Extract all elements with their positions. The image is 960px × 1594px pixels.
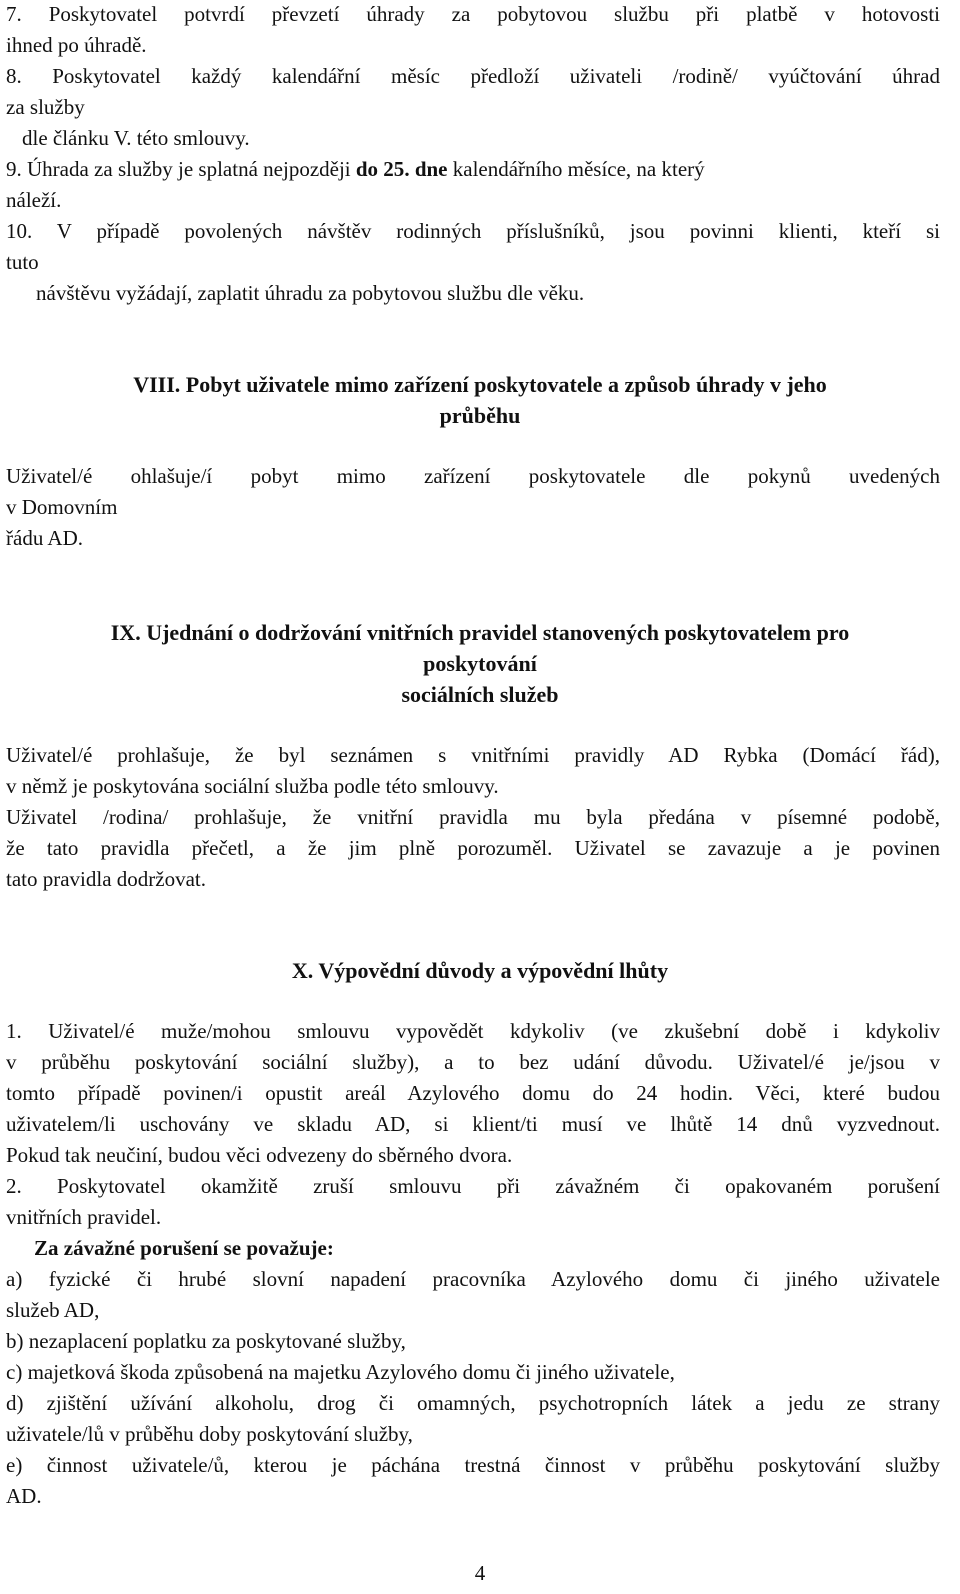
section-ix-text-2: v němž je poskytována sociální služba podle této smlouvy.	[6, 774, 499, 798]
item-7-line-2: ihned po úhradě.	[6, 33, 147, 57]
section-x-line-2: v průběhu poskytování sociální služby), a to bez udání důvodu. Uživatel/é je/jsou v	[6, 1050, 940, 1074]
section-ix-text-5: tato pravidla dodržovat.	[6, 867, 207, 891]
section-ix-text-3: Uživatel /rodina/ prohlašuje, že vnitřní pravidla mu byla předána v písemné podobě,	[6, 805, 940, 829]
item-9-bold-a: do 25	[355, 157, 405, 181]
section-x-line-1: 1. Uživatel/é muže/mohou smlouvu vypovědět kdykoliv (ve zkušební době i kdykoliv	[6, 1019, 940, 1043]
section-x-heading: X. Výpovědní důvody a výpovědní lhůty	[291, 958, 669, 983]
item-9-line-2: náleží.	[6, 188, 62, 212]
section-ix-text-4: že tato pravidla přečetl, a že jim plně porozuměl. Uživatel se zavazuje a je povinen	[6, 836, 940, 860]
section-x-item-a-2: služeb AD,	[6, 1298, 100, 1322]
section-x-line-5: Pokud tak neučiní, budou věci odvezeny do sběrného dvora.	[6, 1143, 513, 1167]
section-x-item-d-2: uživatele/lů v průběhu doby poskytování služby,	[6, 1422, 413, 1446]
page-number: 4	[474, 1561, 486, 1585]
section-viii-text-1: Uživatel/é ohlašuje/í pobyt mimo zařízení poskytovatele dle pokynů uvedených	[6, 464, 940, 488]
section-ix-heading-3: sociálních služeb	[401, 682, 559, 707]
section-x-item-c: c) majetková škoda způsobená na majetku Azylového domu či jiného uživatele,	[6, 1360, 675, 1384]
section-viii-heading-2: průběhu	[439, 403, 521, 428]
item-8-line-1: 8. Poskytovatel každý kalendářní měsíc předloží uživateli /rodině/ vyúčtování úhrad	[6, 64, 940, 88]
item-9-line-1	[6, 159, 705, 180]
section-ix-heading-1: IX. Ujednání o dodržování vnitřních pravidel stanovených poskytovatelem pro	[110, 620, 850, 645]
section-x-item-d-1: d) zjištění užívání alkoholu, drog či omamných, psychotropních látek a jedu ze strany	[6, 1391, 940, 1415]
item-9-text-b: kalendářního měsíce, na který	[447, 157, 705, 181]
section-ix-text-1: Uživatel/é prohlašuje, že byl seznámen s vnitřními pravidly AD Rybka (Domácí řád),	[6, 743, 940, 767]
item-10-line-3: návštěvu vyžádají, zaplatit úhradu za pobytovou službu dle věku.	[36, 281, 585, 305]
section-x-line-7: vnitřních pravidel.	[6, 1205, 162, 1229]
section-x-item-b: b) nezaplacení poplatku za poskytované služby,	[6, 1329, 406, 1353]
section-viii-heading-1: VIII. Pobyt uživatele mimo zařízení poskytovatele a způsob úhrady v jeho	[133, 372, 827, 397]
section-x-line-4: uživatelem/li uschovány ve skladu AD, si klient/ti musí ve lhůtě 14 dnů vyzvednout.	[6, 1112, 940, 1136]
item-8-line-2: za služby	[6, 95, 85, 119]
section-viii-text-3: řádu AD.	[6, 526, 83, 550]
section-x-item-e-2: AD.	[6, 1484, 42, 1508]
section-x-subheading: Za závažné porušení se považuje:	[34, 1236, 334, 1260]
item-10-line-2: tuto	[6, 250, 39, 274]
section-x-item-e-1: e) činnost uživatele/ů, kterou je páchána trestná činnost v průběhu poskytování služby	[6, 1453, 940, 1477]
item-9-bold-b: dne	[414, 157, 448, 181]
section-ix-heading-2: poskytování	[423, 651, 537, 676]
item-9-text-a: 9. Úhrada za služby je splatná nejpozději	[6, 157, 356, 181]
item-9-bold-dot: .	[404, 157, 415, 181]
item-8-line-3: dle článku V. této smlouvy.	[22, 126, 250, 150]
section-viii-text-2: v Domovním	[6, 495, 118, 519]
item-10-line-1: 10. V případě povolených návštěv rodinných příslušníků, jsou povinni klienti, kteří si	[6, 219, 940, 243]
section-x-line-3: tomto případě povinen/i opustit areál Azylového domu do 24 hodin. Věci, které budou	[6, 1081, 940, 1105]
item-7-line-1: 7. Poskytovatel potvrdí převzetí úhrady za pobytovou službu při platbě v hotovosti	[6, 2, 940, 26]
section-x-item-a-1: a) fyzické či hrubé slovní napadení pracovníka Azylového domu či jiného uživatele	[6, 1267, 940, 1291]
section-x-line-6: 2. Poskytovatel okamžitě zruší smlouvu při závažném či opakovaném porušení	[6, 1174, 940, 1198]
